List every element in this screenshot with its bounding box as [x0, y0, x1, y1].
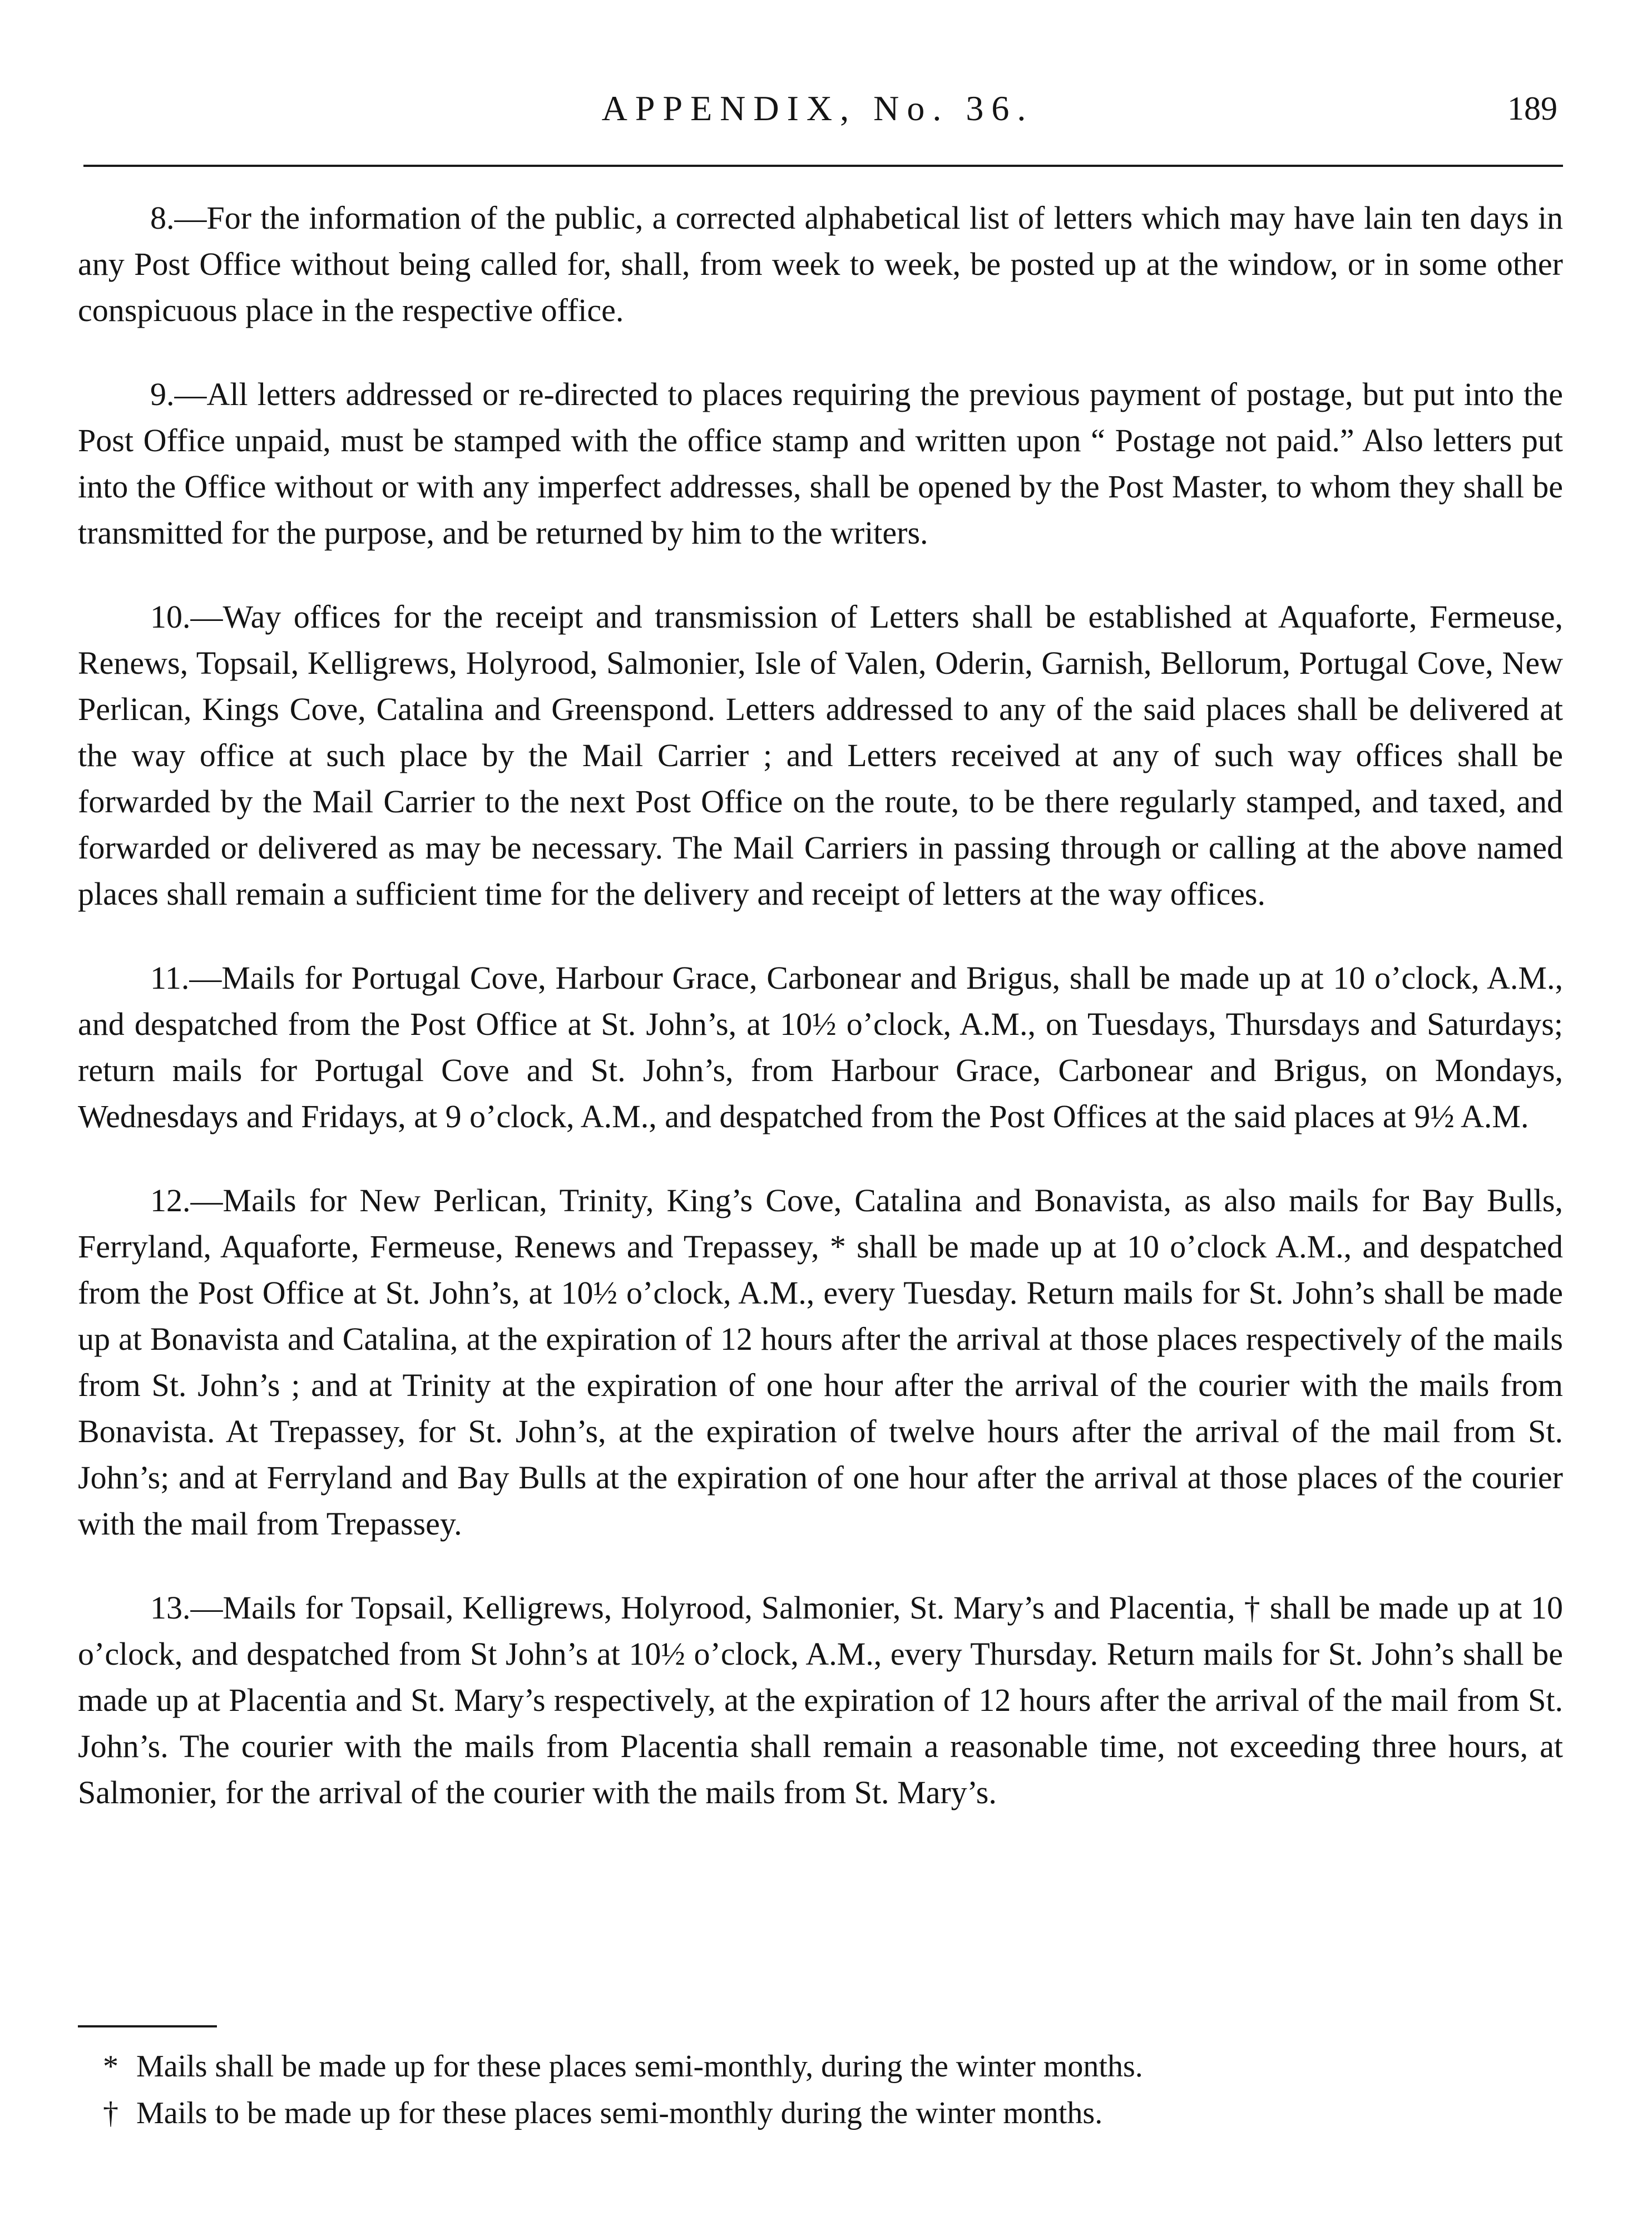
paragraph-12: 12.—Mails for New Perlican, Trinity, King’s Cove, Catalina and Bonavista, as also mails for Bay Bulls, Ferryland, Aquaforte, Fermeuse, Renews and Trepassey, * shall be made up at 10 o’clock A.M., and despatched from the Post Office at St. John’s, at 10½ o’clock, A.M., every Tuesday. Return mails for St. John’s shall be made up at Bonavista and Catalina, at the expiration of 12 hours after the arrival at those places respectively of the mails from St. John’s ; and at Trinity at the expiration of one hour after the arrival of the courier with the mails from Bonavista. At Trepassey, for St. John’s, at the expiration of twelve hours after the arrival of the mail from St. John’s; and at Ferryland and Bay Bulls at the expiration of one hour after the arrival at those places of the courier with the mail from Trepassey. [78, 1182, 1563, 1542]
running-title: APPENDIX, No. 36. [601, 88, 1034, 128]
paragraph-9: 9.—All letters addressed or re-directed to places requiring the previous payment of postage, but put into the Post Office unpaid, must be stamped with the office stamp and written upon “ Postage not paid.” Also letters put into the Office without or with any imperfect addresses, shall be opened by the Post Master, to whom they shall be transmitted for the purpose, and be returned by him to the writers. [78, 376, 1563, 551]
paragraph-8: 8.—For the information of the public, a corrected alphabetical list of letters which may have lain ten days in any Post Office without being called for, shall, from week to week, be posted up at the window, or in some other conspicuous place in the respective office. [78, 200, 1563, 328]
paragraph-13: 13.—Mails for Topsail, Kelligrews, Holyrood, Salmonier, St. Mary’s and Placentia, † shall be made up at 10 o’clock, and despatched from St John’s at 10½ o’clock, A.M., every Thursday. Return mails for St. John’s shall be made up at Placentia and St. Mary’s respectively, at the expiration of 12 hours after the arrival of the mail from St. John’s. The courier with the mails from Placentia shall remain a reasonable time, not exceeding three hours, at Salmonier, for the arrival of the courier with the mails from St. Mary’s. [78, 1590, 1563, 1810]
running-header [67, 83, 1569, 134]
footnote-mark: † [103, 2096, 118, 2130]
header-rule [83, 165, 1563, 167]
paragraph-11: 11.—Mails for Portugal Cove, Harbour Grace, Carbonear and Brigus, shall be made up at 10 o’clock, A.M., and despatched from the Post Office at St. John’s, at 10½ o’clock, A.M., on Tuesdays, Thursdays and Saturdays; return mails for Portugal Cove and St. John’s, from Harbour Grace, Carbonear and Brigus, on Mondays, Wednesdays and Fridays, at 9 o’clock, A.M., and despatched from the Post Offices at the said places at 9½ A.M. [78, 960, 1563, 1134]
footnotes [103, 2043, 1493, 2137]
footnote-text: Mails shall be made up for these places semi-monthly, during the winter months. [136, 2049, 1143, 2084]
footnote-asterisk [103, 2043, 1493, 2090]
paragraph-10: 10.—Way offices for the receipt and transmission of Letters shall be established at Aquaforte, Fermeuse, Renews, Topsail, Kelligrews, Holyrood, Salmonier, Isle of Valen, Oderin, Garnish, Bellorum, Portugal Cove, New Perlican, Kings Cove, Catalina and Greenspond. Letters addressed to any of the said places shall be delivered at the way office at such place by the Mail Carrier ; and Letters received at any of such way offices shall be forwarded by the Mail Carrier to the next Post Office on the route, to be there regularly stamped, and taxed, and forwarded or delivered as may be necessary. The Mail Carriers in passing through or calling at the above named places shall remain a sufficient time for the delivery and receipt of letters at the way offices. [78, 599, 1563, 912]
footnote-dagger [103, 2090, 1493, 2137]
body-text [78, 195, 1563, 1853]
page-number: 189 [1507, 90, 1557, 127]
footnote-text: Mails to be made up for these places semi-monthly during the winter months. [136, 2096, 1103, 2130]
footnote-mark: * [103, 2049, 118, 2084]
footnote-rule [78, 2025, 217, 2027]
